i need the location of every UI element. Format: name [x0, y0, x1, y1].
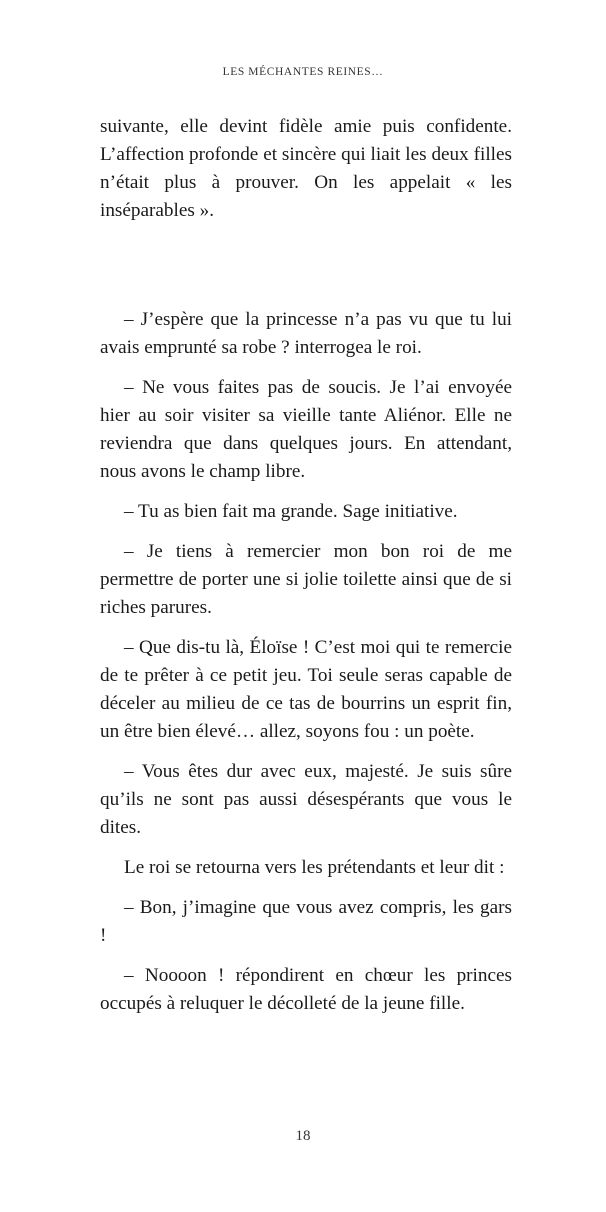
page-number: 18 — [295, 1128, 311, 1144]
paragraph-7: Le roi se retourna vers les prétendants et leur dit : — [124, 857, 505, 878]
dialogue-text-block — [100, 306, 512, 1018]
paragraph-5: – Que dis-tu là, Éloïse ! C’est moi qui te remercie de te prêter à ce petit jeu. Toi seule seras capable de déceler au milieu de ce tas de bourrins un esprit fin, un être bien élevé… allez, soyons fou : un poète. — [100, 637, 512, 742]
paragraph-2: – Ne vous faites pas de soucis. Je l’ai envoyée hier au soir visiter sa vieille tante Aliénor. Elle ne reviendra que dans quelques jours. En attendant, nous avons le champ libre. — [100, 377, 512, 482]
paragraph-1: – J’espère que la princesse n’a pas vu que tu lui avais emprunté sa robe ? interrogea le roi. — [100, 309, 512, 358]
opening-text-block — [100, 113, 512, 225]
paragraph-9: – Noooon ! répondirent en chœur les princes occupés à reluquer le décolleté de la jeune fille. — [100, 965, 512, 1014]
paragraph-6: – Vous êtes dur avec eux, majesté. Je suis sûre qu’ils ne sont pas aussi désespérants que vous le dites. — [100, 761, 512, 838]
paragraph-8: – Bon, j’imagine que vous avez compris, les gars ! — [100, 897, 512, 946]
paragraph-4: – Je tiens à remercier mon bon roi de me permettre de porter une si jolie toilette ainsi que de si riches parures. — [100, 541, 512, 618]
running-title: LES MÉCHANTES REINES… — [222, 66, 384, 78]
paragraph-3: – Tu as bien fait ma grande. Sage initiative. — [124, 501, 458, 522]
opening-paragraph: suivante, elle devint fidèle amie puis confidente. L’affection profonde et sincère qui liait les deux filles n’était plus à prouver. On les appelait « les inséparables ». — [100, 116, 512, 221]
